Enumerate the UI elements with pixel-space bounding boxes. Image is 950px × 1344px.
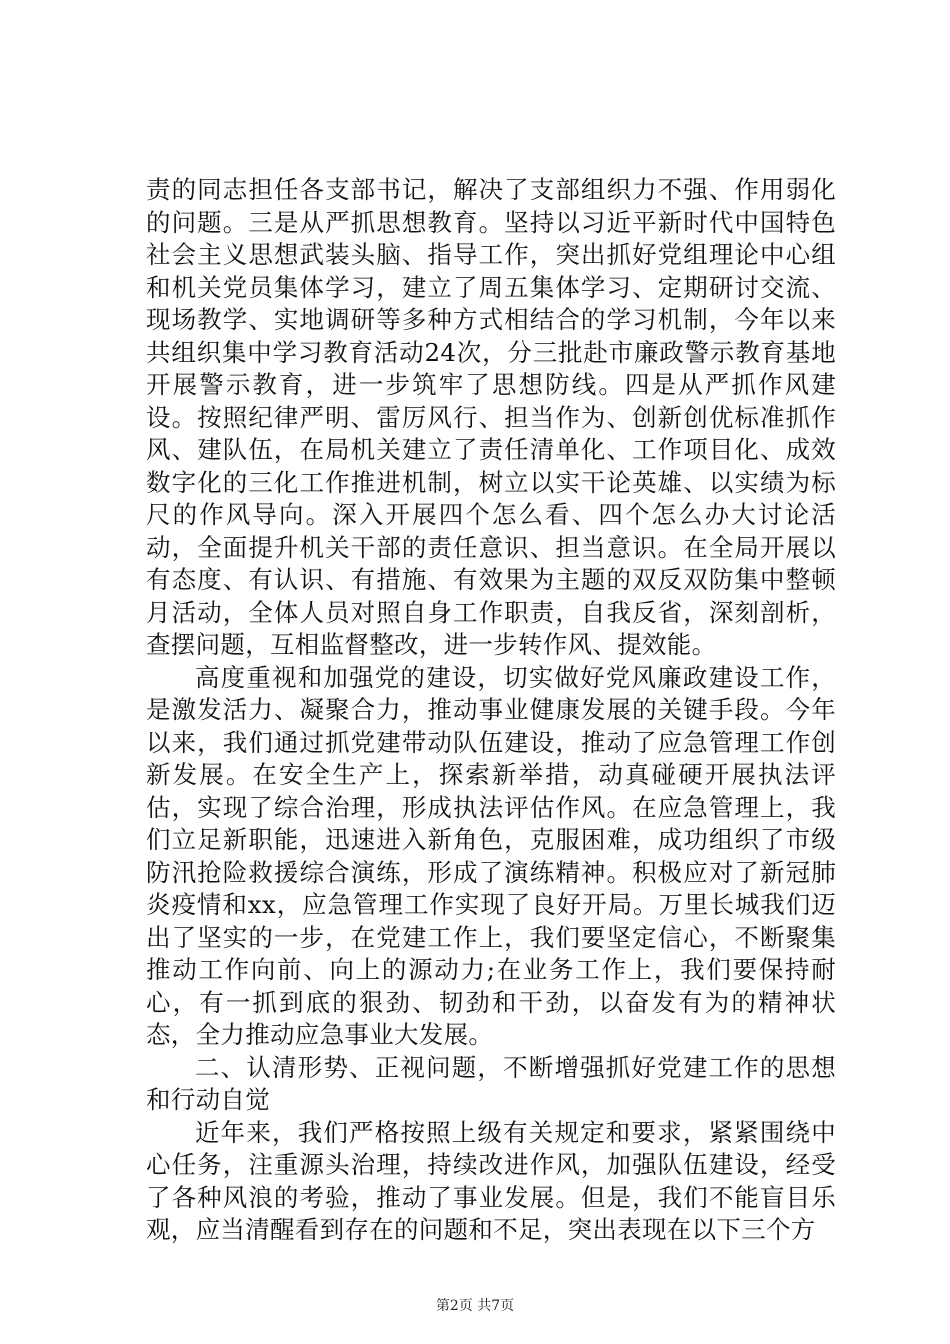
paragraph-2: 高度重视和加强党的建设，切实做好党风廉政建设工作，是激发活力、凝聚合力，推动事业健康发展的关键手段。今年以来，我们通过抓党建带动队伍建设，推动了应急管理工作创新发展。在安全生产上，探索新举措，动真碰硬开展执法评估，实现了综合治理，形成执法评估作风。在应急管理上，我们立足新职能，迅速进入新角色，克服困难，成功组织了市级防汛抢险救援综合演练，形成了演练精神。积极应对了新冠肺炎疫情和xx，应急管理工作实现了良好开局。万里长城我们迈出了坚实的一步，在党建工作上，我们要坚定信心，不断聚集推动工作向前、向上的源动力;在业务工作上，我们要保持耐心，有一抓到底的狠劲、韧劲和干劲，以奋发有为的精神状态，全力推动应急事业大发展。 [146, 662, 836, 1049]
section-heading-2: 二、认清形势、正视问题，不断增强抓好党建工作的思想和行动自觉 [146, 1052, 836, 1114]
paragraph-3: 近年来，我们严格按照上级有关规定和要求，紧紧围绕中心任务，注重源头治理，持续改进作风，加强队伍建设，经受了各种风浪的考验，推动了事业发展。但是，我们不能盲目乐观，应当清醒看到存在的问题和不足，突出表现在以下三个方 [146, 1117, 836, 1244]
document-body [146, 174, 836, 1247]
page-footer: 第2页 共7页 [435, 1298, 515, 1314]
paragraph-1: 责的同志担任各支部书记，解决了支部组织力不强、作用弱化的问题。三是从严抓思想教育。坚持以习近平新时代中国特色社会主义思想武装头脑、指导工作，突出抓好党组理论中心组和机关党员集体学习，建立了周五集体学习、定期研讨交流、现场教学、实地调研等多种方式相结合的学习机制，今年以来共组织集中学习教育活动24次，分三批赴市廉政警示教育基地开展警示教育，进一步筑牢了思想防线。四是从严抓作风建设。按照纪律严明、雷厉风行、担当作为、创新创优标准抓作风、建队伍，在局机关建立了责任清单化、工作项目化、成效数字化的三化工作推进机制，树立以实干论英雄、以实绩为标尺的作风导向。深入开展四个怎么看、四个怎么办大讨论活动，全面提升机关干部的责任意识、担当意识。在全局开展以有态度、有认识、有措施、有效果为主题的双反双防集中整顿月活动，全体人员对照自身工作职责，自我反省，深刻剖析，查摆问题，互相监督整改，进一步转作风、提效能。 [146, 175, 836, 659]
